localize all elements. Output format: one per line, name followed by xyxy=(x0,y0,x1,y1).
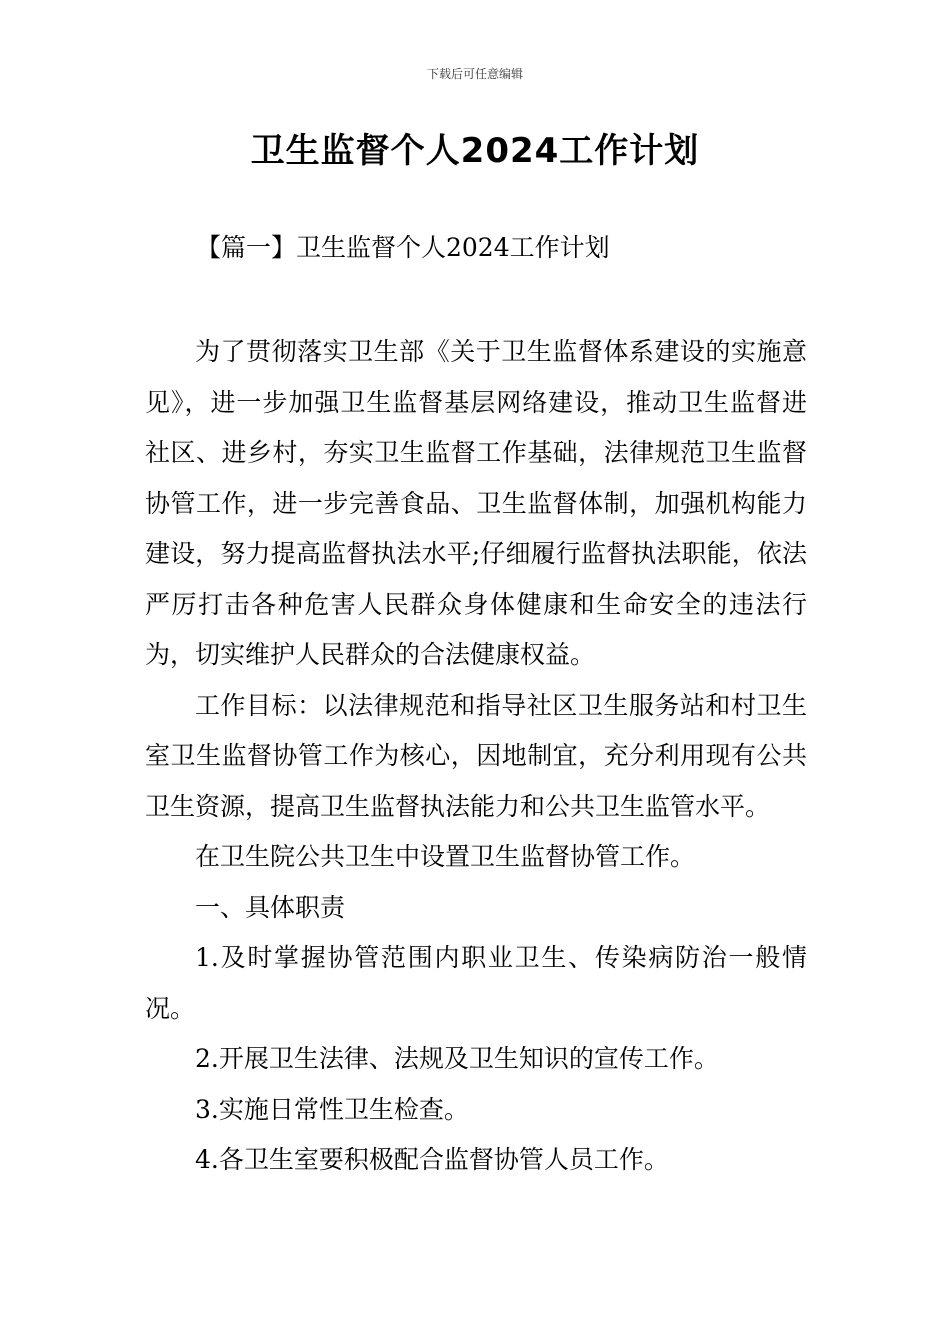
header-note: 下载后可任意编辑 xyxy=(426,67,523,81)
document-body xyxy=(145,327,807,1186)
document-title: 卫生监督个人2024工作计划 xyxy=(250,131,700,171)
paragraph-intro: 为了贯彻落实卫生部《关于卫生监督体系建设的实施意见》，进一步加强卫生监督基层网络建设，推动卫生监督进社区、进乡村，夯实卫生监督工作基础，法律规范卫生监督协管工作，进一步完善食品、卫生监督体制，加强机构能力建设，努力提高监督执法水平;仔细履行监督执法职能，依法严厉打击各种危害人民群众身体健康和生命安全的违法行为，切实维护人民群众的合法健康权益。 xyxy=(145,337,807,669)
section-heading: 【篇一】卫生监督个人2024工作计划 xyxy=(196,233,610,262)
subheading-duties: 一、具体职责 xyxy=(195,892,346,922)
duty-item-4: 4.各卫生室要积极配合监督协管人员工作。 xyxy=(195,1145,669,1174)
paragraph-goal: 工作目标：以法律规范和指导社区卫生服务站和村卫生室卫生监督协管工作为核心，因地制宜，充分利用现有公共卫生资源，提高卫生监督执法能力和公共卫生监管水平。 xyxy=(145,690,807,821)
duty-item-3: 3.实施日常性卫生检查。 xyxy=(195,1094,469,1124)
duty-item-1: 1.及时掌握协管范围内职业卫生、传染病防治一般情况。 xyxy=(145,943,807,1023)
duty-item-2: 2.开展卫生法律、法规及卫生知识的宣传工作。 xyxy=(195,1044,719,1073)
paragraph-setup: 在卫生院公共卫生中设置卫生监督协管工作。 xyxy=(195,842,696,871)
